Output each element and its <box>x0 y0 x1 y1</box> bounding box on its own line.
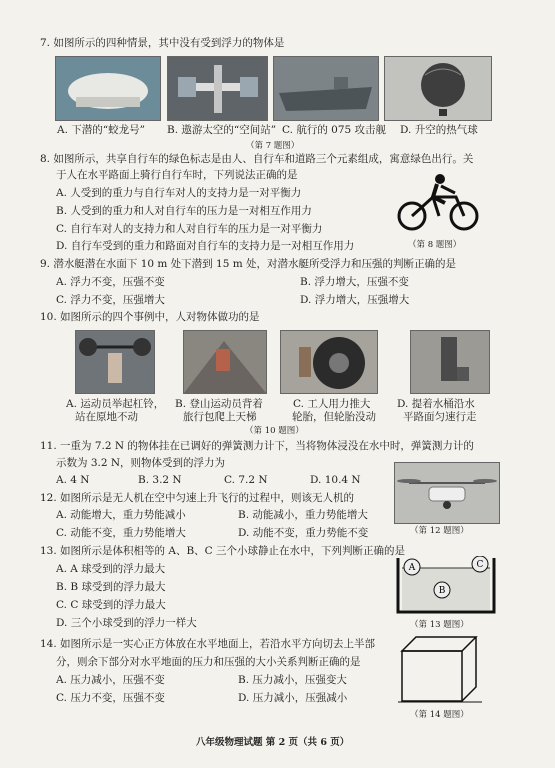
ball-a-label: A <box>408 563 416 573</box>
q11-option-d: D. 10.4 N <box>310 474 361 486</box>
q11-stem-line1: 11. 一重为 7.2 N 的物体挂在已调好的弹簧测力计下，当将物体浸没在水中时，弹簧测力计的 <box>40 440 474 452</box>
q13-option-b: B. B 球受到的浮力最大 <box>56 581 166 593</box>
q10-option-a-line1: A. 运动员举起杠铃， <box>66 398 165 410</box>
q9-option-a: A. 浮力不变，压强不变 <box>56 276 165 288</box>
q13-water-tank-diagram <box>396 556 496 614</box>
q8-caption: （第 8 题图） <box>408 240 462 250</box>
q7-photo-075-ship <box>273 56 379 121</box>
q14-caption: （第 14 题图） <box>410 710 469 720</box>
q14-option-d: D. 压力减小，压强减小 <box>238 692 348 704</box>
q9-option-c: C. 浮力不变，压强增大 <box>56 294 165 306</box>
q7-photo-hot-air-balloon <box>384 56 492 121</box>
q12-caption: （第 12 题图） <box>410 526 469 536</box>
q7-photo-space-station <box>167 56 268 121</box>
q8-stem-line2: 于人在水平路面上骑行自行车时，下列说法正确的是 <box>56 169 298 181</box>
q11-stem-line2: 示数为 3.2 N，则物体受到的浮力为 <box>56 457 226 469</box>
q9-option-b: B. 浮力增大，压强不变 <box>300 276 409 288</box>
q10-caption: （第 10 题图） <box>245 426 304 436</box>
q10-photo-climber <box>183 330 267 394</box>
q10-option-b-line1: B. 登山运动员背着 <box>175 398 263 410</box>
ball-b-label: B <box>438 586 446 596</box>
q7-option-c: C. 航行的 075 攻击舰 <box>282 124 387 136</box>
q10-option-a-line2: 站在原地不动 <box>75 411 138 423</box>
q7-photo-jiaolong <box>55 56 161 121</box>
q12-photo-drone <box>394 462 500 524</box>
ball-c-label: C <box>476 560 484 570</box>
q8-option-c: C. 自行车对人的支持力和人对自行车的压力是一对平衡力 <box>56 223 323 235</box>
q9-option-d: D. 浮力增大，压强增大 <box>300 294 410 306</box>
q10-photo-weightlifter <box>75 330 155 394</box>
q10-option-b-line2: 旅行包爬上天梯 <box>183 411 257 423</box>
q10-stem: 10. 如图所示的四个事例中，人对物体做功的是 <box>40 311 260 323</box>
q14-option-b: B. 压力减小，压强变大 <box>238 674 347 686</box>
q9-stem: 9. 潜水艇潜在水面下 10 m 处下潜到 15 m 处，对潜水艇所受浮力和压强的判断正确的是 <box>40 258 457 270</box>
q10-photo-tire <box>280 330 378 394</box>
q10-option-d-line2: 平路面匀速行走 <box>403 411 477 423</box>
q11-option-a: A. 4 N <box>56 474 90 486</box>
q7-option-a: A. 下潜的“蛟龙号” <box>57 124 145 136</box>
q13-option-c: C. C 球受到的浮力最大 <box>56 599 166 611</box>
q12-option-d: D. 动能不变，重力势能不变 <box>238 527 369 539</box>
bicycle-icon <box>393 173 483 233</box>
q10-photo-water-bucket <box>410 330 490 394</box>
q10-option-c-line1: C. 工人用力推大 <box>293 398 371 410</box>
q13-stem: 13. 如图所示是体积相等的 A、B、C 三个小球静止在水中，下列判断正确的是 <box>40 545 406 557</box>
q7-option-b: B. 遨游太空的“空间站” <box>167 124 277 136</box>
q10-option-c-line2: 轮胎，但轮胎没动 <box>292 411 376 423</box>
q10-option-d-line1: D. 提着水桶沿水 <box>397 398 475 410</box>
q12-stem: 12. 如图所示是无人机在空中匀速上升飞行的过程中，则该无人机的 <box>40 492 355 504</box>
q13-caption: （第 13 题图） <box>410 620 469 630</box>
q13-option-d: D. 三个小球受到的浮力一样大 <box>56 617 197 629</box>
page-footer: 八年级物理试题 第 2 页（共 6 页） <box>196 737 350 748</box>
q7-option-d: D. 升空的热气球 <box>400 124 478 136</box>
q12-option-b: B. 动能减小，重力势能增大 <box>238 509 368 521</box>
q7-stem: 7. 如图所示的四种情景，其中没有受到浮力的物体是 <box>40 37 285 49</box>
q14-stem-line1: 14. 如图所示是一实心正方体放在水平地面上，若沿水平方向切去上半部 <box>40 638 376 650</box>
q14-stem-line2: 分，则余下部分对水平地面的压力和压强的大小关系判断正确的是 <box>56 656 361 668</box>
q14-option-a: A. 压力减小，压强不变 <box>56 674 165 686</box>
q12-option-a: A. 动能增大，重力势能减小 <box>56 509 186 521</box>
q12-option-c: C. 动能不变，重力势能增大 <box>56 527 186 539</box>
q8-option-d: D. 自行车受到的重力和路面对自行车的支持力是一对相互作用力 <box>56 240 355 252</box>
q13-option-a: A. A 球受到的浮力最大 <box>56 563 166 575</box>
q8-stem-line1: 8. 如图所示，共享自行车的绿色标志是由人、自行车和道路三个元素组成，寓意绿色出行。关 <box>40 153 474 165</box>
q14-option-c: C. 压力不变，压强不变 <box>56 692 165 704</box>
q14-cube-diagram <box>398 633 482 705</box>
q8-option-b: B. 人受到的重力和人对自行车的压力是一对相互作用力 <box>56 205 312 217</box>
q8-option-a: A. 人受到的重力与自行车对人的支持力是一对平衡力 <box>56 187 302 199</box>
q11-option-b: B. 3.2 N <box>138 474 182 486</box>
q11-option-c: C. 7.2 N <box>224 474 268 486</box>
q7-caption: （第 7 题图） <box>246 141 300 151</box>
